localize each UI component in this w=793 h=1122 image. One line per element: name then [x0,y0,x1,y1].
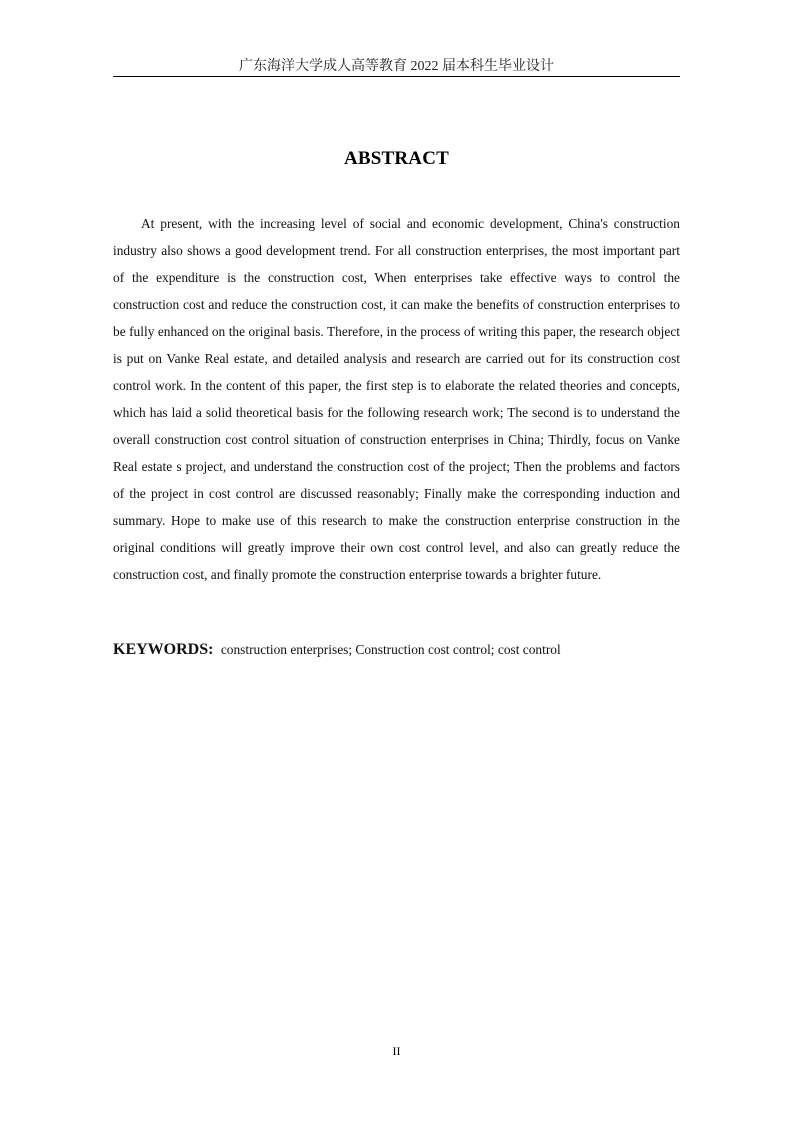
header-rule [113,76,680,77]
abstract-body: At present, with the increasing level of social and economic development, China's construction industry also shows a good development trend. For all construction enterprises, the most important part of the expenditure is the construction cost, When enterprises take effective ways to control the construction cost and reduce the construction cost, it can make the benefits of construction enterprises to be fully enhanced on the original basis. Therefore, in the process of writing this paper, the research object is put on Vanke Real estate, and detailed analysis and research are carried out for its construction cost control work. In the content of this paper, the first step is to elaborate the related theories and concepts, which has laid a solid theoretical basis for the following research work; The second is to understand the overall construction cost control situation of construction enterprises in China; Thirdly, focus on Vanke Real estate s project, and understand the construction cost of the project; Then the problems and factors of the project in cost control are discussed reasonably; Finally make the corresponding induction and summary. Hope to make use of this research to make the construction enterprise construction in the original conditions will greatly improve their own cost control level, and also can greatly reduce the construction cost, and finally promote the construction enterprise towards a brighter future. [113,216,680,582]
running-header: 广东海洋大学成人高等教育 2022 届本科生毕业设计 [239,59,554,74]
keywords-line [113,639,680,661]
keywords-text: construction enterprises; Construction cost control; cost control [220,642,561,657]
keywords-label: KEYWORDS: [113,641,214,658]
abstract-title: ABSTRACT [343,148,450,169]
page-number: II [392,1044,401,1058]
